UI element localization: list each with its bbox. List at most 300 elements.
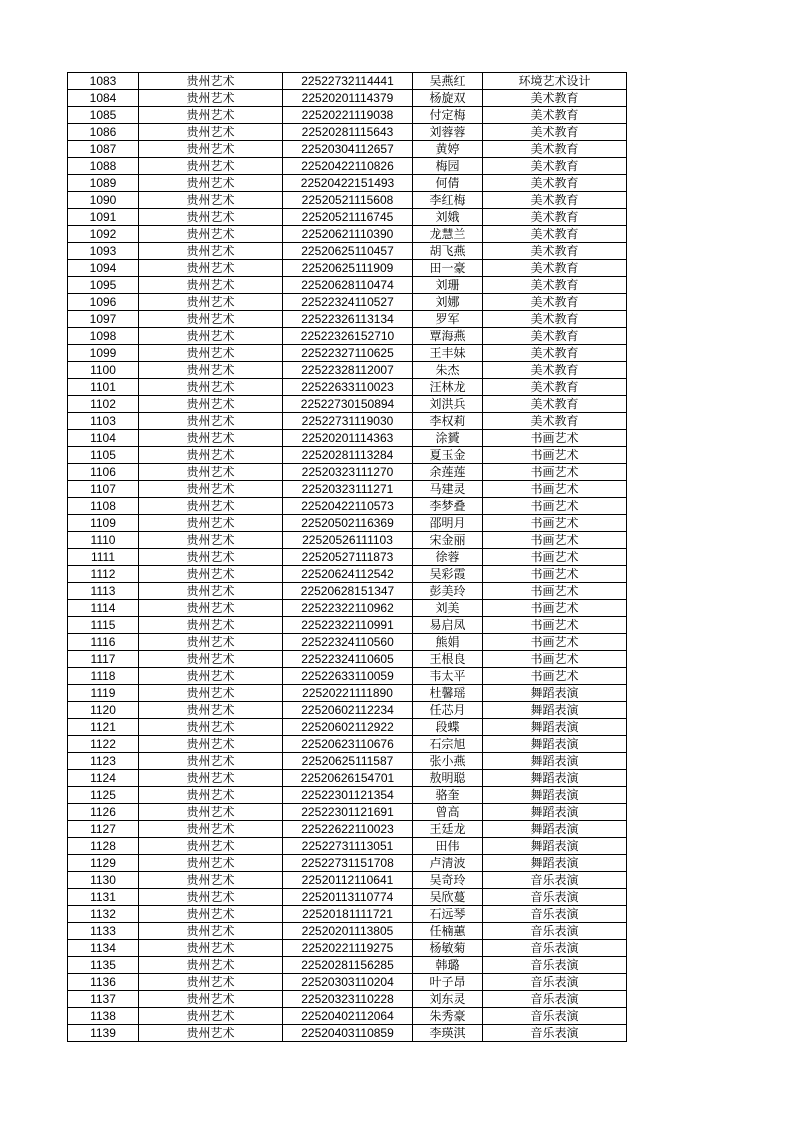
table-row bbox=[68, 73, 627, 90]
candidate-id-cell: 22520626154701 bbox=[283, 770, 413, 787]
school-cell: 贵州艺术 bbox=[139, 413, 283, 430]
candidate-id-cell: 22522324110605 bbox=[283, 651, 413, 668]
student-name-cell: 黄婷 bbox=[413, 141, 483, 158]
student-name-cell: 余莲莲 bbox=[413, 464, 483, 481]
student-name-cell: 王丰妹 bbox=[413, 345, 483, 362]
table-row bbox=[68, 787, 627, 804]
table-row bbox=[68, 243, 627, 260]
student-name-cell: 刘蓉蓉 bbox=[413, 124, 483, 141]
table-row bbox=[68, 838, 627, 855]
table-row bbox=[68, 974, 627, 991]
major-cell: 美术教育 bbox=[483, 379, 627, 396]
major-cell: 舞蹈表演 bbox=[483, 855, 627, 872]
student-name-cell: 罗军 bbox=[413, 311, 483, 328]
candidate-id-cell: 22520304112657 bbox=[283, 141, 413, 158]
school-cell: 贵州艺术 bbox=[139, 90, 283, 107]
major-cell: 音乐表演 bbox=[483, 1008, 627, 1025]
student-name-cell: 刘娜 bbox=[413, 294, 483, 311]
major-cell: 音乐表演 bbox=[483, 957, 627, 974]
candidate-id-cell: 22520422110573 bbox=[283, 498, 413, 515]
candidate-id-cell: 22520628110474 bbox=[283, 277, 413, 294]
major-cell: 书画艺术 bbox=[483, 515, 627, 532]
candidate-id-cell: 22520621110390 bbox=[283, 226, 413, 243]
major-cell: 书画艺术 bbox=[483, 600, 627, 617]
candidate-id-cell: 22522633110023 bbox=[283, 379, 413, 396]
candidate-id-cell: 22522301121691 bbox=[283, 804, 413, 821]
table-row bbox=[68, 872, 627, 889]
school-cell: 贵州艺术 bbox=[139, 396, 283, 413]
candidate-id-cell: 22520201114363 bbox=[283, 430, 413, 447]
row-number-cell: 1134 bbox=[68, 940, 139, 957]
table-row bbox=[68, 532, 627, 549]
school-cell: 贵州艺术 bbox=[139, 736, 283, 753]
major-cell: 美术教育 bbox=[483, 90, 627, 107]
row-number-cell: 1117 bbox=[68, 651, 139, 668]
row-number-cell: 1129 bbox=[68, 855, 139, 872]
table-row bbox=[68, 158, 627, 175]
school-cell: 贵州艺术 bbox=[139, 974, 283, 991]
major-cell: 美术教育 bbox=[483, 362, 627, 379]
candidate-id-cell: 22522301121354 bbox=[283, 787, 413, 804]
row-number-cell: 1112 bbox=[68, 566, 139, 583]
school-cell: 贵州艺术 bbox=[139, 957, 283, 974]
candidate-id-cell: 22520281156285 bbox=[283, 957, 413, 974]
school-cell: 贵州艺术 bbox=[139, 634, 283, 651]
candidate-id-cell: 22520281113284 bbox=[283, 447, 413, 464]
major-cell: 美术教育 bbox=[483, 124, 627, 141]
major-cell: 舞蹈表演 bbox=[483, 821, 627, 838]
student-name-cell: 田伟 bbox=[413, 838, 483, 855]
row-number-cell: 1136 bbox=[68, 974, 139, 991]
table-row bbox=[68, 277, 627, 294]
major-cell: 美术教育 bbox=[483, 311, 627, 328]
school-cell: 贵州艺术 bbox=[139, 1025, 283, 1042]
school-cell: 贵州艺术 bbox=[139, 872, 283, 889]
student-name-cell: 刘美 bbox=[413, 600, 483, 617]
school-cell: 贵州艺术 bbox=[139, 379, 283, 396]
student-name-cell: 张小燕 bbox=[413, 753, 483, 770]
row-number-cell: 1102 bbox=[68, 396, 139, 413]
table-row bbox=[68, 855, 627, 872]
row-number-cell: 1114 bbox=[68, 600, 139, 617]
major-cell: 美术教育 bbox=[483, 277, 627, 294]
school-cell: 贵州艺术 bbox=[139, 719, 283, 736]
table-row bbox=[68, 90, 627, 107]
school-cell: 贵州艺术 bbox=[139, 209, 283, 226]
row-number-cell: 1087 bbox=[68, 141, 139, 158]
student-name-cell: 夏玉金 bbox=[413, 447, 483, 464]
row-number-cell: 1130 bbox=[68, 872, 139, 889]
major-cell: 书画艺术 bbox=[483, 464, 627, 481]
student-name-cell: 刘洪兵 bbox=[413, 396, 483, 413]
major-cell: 舞蹈表演 bbox=[483, 770, 627, 787]
table-row bbox=[68, 600, 627, 617]
student-name-cell: 田一豪 bbox=[413, 260, 483, 277]
school-cell: 贵州艺术 bbox=[139, 923, 283, 940]
row-number-cell: 1126 bbox=[68, 804, 139, 821]
student-name-cell: 卢清波 bbox=[413, 855, 483, 872]
candidate-id-cell: 22522324110560 bbox=[283, 634, 413, 651]
candidate-id-cell: 22520502116369 bbox=[283, 515, 413, 532]
student-name-cell: 易启凤 bbox=[413, 617, 483, 634]
row-number-cell: 1085 bbox=[68, 107, 139, 124]
major-cell: 书画艺术 bbox=[483, 668, 627, 685]
row-number-cell: 1123 bbox=[68, 753, 139, 770]
major-cell: 音乐表演 bbox=[483, 872, 627, 889]
table-row bbox=[68, 821, 627, 838]
candidate-id-cell: 22520201114379 bbox=[283, 90, 413, 107]
major-cell: 美术教育 bbox=[483, 243, 627, 260]
student-name-cell: 杨敏菊 bbox=[413, 940, 483, 957]
candidate-id-cell: 22520422110826 bbox=[283, 158, 413, 175]
table-row bbox=[68, 498, 627, 515]
major-cell: 书画艺术 bbox=[483, 498, 627, 515]
row-number-cell: 1118 bbox=[68, 668, 139, 685]
student-name-cell: 韦太平 bbox=[413, 668, 483, 685]
major-cell: 美术教育 bbox=[483, 209, 627, 226]
row-number-cell: 1115 bbox=[68, 617, 139, 634]
school-cell: 贵州艺术 bbox=[139, 515, 283, 532]
table-row bbox=[68, 889, 627, 906]
student-name-cell: 任楠蕙 bbox=[413, 923, 483, 940]
row-number-cell: 1108 bbox=[68, 498, 139, 515]
school-cell: 贵州艺术 bbox=[139, 141, 283, 158]
table-row bbox=[68, 957, 627, 974]
candidate-id-cell: 22522324110527 bbox=[283, 294, 413, 311]
table-row bbox=[68, 447, 627, 464]
student-name-cell: 石远琴 bbox=[413, 906, 483, 923]
major-cell: 美术教育 bbox=[483, 141, 627, 158]
major-cell: 书画艺术 bbox=[483, 651, 627, 668]
candidate-id-cell: 22520221119275 bbox=[283, 940, 413, 957]
candidate-id-cell: 22522730150894 bbox=[283, 396, 413, 413]
row-number-cell: 1132 bbox=[68, 906, 139, 923]
school-cell: 贵州艺术 bbox=[139, 668, 283, 685]
candidate-id-cell: 22520625111587 bbox=[283, 753, 413, 770]
major-cell: 舞蹈表演 bbox=[483, 804, 627, 821]
student-name-cell: 徐蓉 bbox=[413, 549, 483, 566]
school-cell: 贵州艺术 bbox=[139, 175, 283, 192]
major-cell: 音乐表演 bbox=[483, 906, 627, 923]
major-cell: 音乐表演 bbox=[483, 923, 627, 940]
student-name-cell: 龙慧兰 bbox=[413, 226, 483, 243]
candidate-id-cell: 22520527111873 bbox=[283, 549, 413, 566]
major-cell: 美术教育 bbox=[483, 345, 627, 362]
row-number-cell: 1084 bbox=[68, 90, 139, 107]
school-cell: 贵州艺术 bbox=[139, 226, 283, 243]
candidate-id-cell: 22520624112542 bbox=[283, 566, 413, 583]
candidate-id-cell: 22522731151708 bbox=[283, 855, 413, 872]
candidate-id-cell: 22520201113805 bbox=[283, 923, 413, 940]
school-cell: 贵州艺术 bbox=[139, 107, 283, 124]
school-cell: 贵州艺术 bbox=[139, 277, 283, 294]
major-cell: 书画艺术 bbox=[483, 430, 627, 447]
table-row bbox=[68, 736, 627, 753]
student-name-cell: 李权莉 bbox=[413, 413, 483, 430]
candidate-id-cell: 22520403110859 bbox=[283, 1025, 413, 1042]
row-number-cell: 1106 bbox=[68, 464, 139, 481]
table-row bbox=[68, 328, 627, 345]
row-number-cell: 1095 bbox=[68, 277, 139, 294]
candidate-id-cell: 22520526111103 bbox=[283, 532, 413, 549]
table-row bbox=[68, 396, 627, 413]
major-cell: 书画艺术 bbox=[483, 549, 627, 566]
row-number-cell: 1086 bbox=[68, 124, 139, 141]
row-number-cell: 1099 bbox=[68, 345, 139, 362]
table-row bbox=[68, 991, 627, 1008]
table-row bbox=[68, 651, 627, 668]
row-number-cell: 1138 bbox=[68, 1008, 139, 1025]
school-cell: 贵州艺术 bbox=[139, 260, 283, 277]
student-name-cell: 吴燕红 bbox=[413, 73, 483, 90]
table-row bbox=[68, 804, 627, 821]
table-row bbox=[68, 923, 627, 940]
row-number-cell: 1104 bbox=[68, 430, 139, 447]
major-cell: 美术教育 bbox=[483, 328, 627, 345]
candidate-id-cell: 22520521115608 bbox=[283, 192, 413, 209]
row-number-cell: 1131 bbox=[68, 889, 139, 906]
table-row bbox=[68, 175, 627, 192]
candidate-id-cell: 22520623110676 bbox=[283, 736, 413, 753]
candidate-id-cell: 22520281115643 bbox=[283, 124, 413, 141]
student-name-cell: 刘珊 bbox=[413, 277, 483, 294]
student-name-cell: 李梦叠 bbox=[413, 498, 483, 515]
student-name-cell: 李红梅 bbox=[413, 192, 483, 209]
major-cell: 美术教育 bbox=[483, 396, 627, 413]
row-number-cell: 1089 bbox=[68, 175, 139, 192]
student-name-cell: 朱秀豪 bbox=[413, 1008, 483, 1025]
student-name-cell: 吴奇玲 bbox=[413, 872, 483, 889]
major-cell: 音乐表演 bbox=[483, 974, 627, 991]
row-number-cell: 1109 bbox=[68, 515, 139, 532]
student-name-cell: 梅园 bbox=[413, 158, 483, 175]
row-number-cell: 1091 bbox=[68, 209, 139, 226]
table-row bbox=[68, 464, 627, 481]
school-cell: 贵州艺术 bbox=[139, 821, 283, 838]
row-number-cell: 1096 bbox=[68, 294, 139, 311]
school-cell: 贵州艺术 bbox=[139, 362, 283, 379]
candidate-id-cell: 22522328112007 bbox=[283, 362, 413, 379]
school-cell: 贵州艺术 bbox=[139, 770, 283, 787]
table-row bbox=[68, 702, 627, 719]
row-number-cell: 1116 bbox=[68, 634, 139, 651]
student-name-cell: 王根良 bbox=[413, 651, 483, 668]
row-number-cell: 1097 bbox=[68, 311, 139, 328]
major-cell: 舞蹈表演 bbox=[483, 719, 627, 736]
student-name-cell: 叶子昂 bbox=[413, 974, 483, 991]
school-cell: 贵州艺术 bbox=[139, 855, 283, 872]
candidate-id-cell: 22522731113051 bbox=[283, 838, 413, 855]
school-cell: 贵州艺术 bbox=[139, 328, 283, 345]
major-cell: 舞蹈表演 bbox=[483, 685, 627, 702]
school-cell: 贵州艺术 bbox=[139, 804, 283, 821]
major-cell: 音乐表演 bbox=[483, 991, 627, 1008]
student-name-cell: 石宗旭 bbox=[413, 736, 483, 753]
student-name-cell: 何倩 bbox=[413, 175, 483, 192]
table-row bbox=[68, 685, 627, 702]
row-number-cell: 1098 bbox=[68, 328, 139, 345]
major-cell: 书画艺术 bbox=[483, 583, 627, 600]
major-cell: 美术教育 bbox=[483, 413, 627, 430]
school-cell: 贵州艺术 bbox=[139, 549, 283, 566]
student-name-cell: 汪林龙 bbox=[413, 379, 483, 396]
student-name-cell: 李瑛淇 bbox=[413, 1025, 483, 1042]
major-cell: 书画艺术 bbox=[483, 532, 627, 549]
candidate-id-cell: 22520402112064 bbox=[283, 1008, 413, 1025]
school-cell: 贵州艺术 bbox=[139, 294, 283, 311]
student-name-cell: 韩璐 bbox=[413, 957, 483, 974]
school-cell: 贵州艺术 bbox=[139, 906, 283, 923]
table-row bbox=[68, 906, 627, 923]
school-cell: 贵州艺术 bbox=[139, 345, 283, 362]
student-name-cell: 敖明聪 bbox=[413, 770, 483, 787]
table-row bbox=[68, 379, 627, 396]
row-number-cell: 1101 bbox=[68, 379, 139, 396]
student-name-cell: 宋金丽 bbox=[413, 532, 483, 549]
row-number-cell: 1105 bbox=[68, 447, 139, 464]
row-number-cell: 1127 bbox=[68, 821, 139, 838]
major-cell: 音乐表演 bbox=[483, 940, 627, 957]
student-name-cell: 杨旋双 bbox=[413, 90, 483, 107]
roster-table-body bbox=[68, 73, 627, 1042]
row-number-cell: 1083 bbox=[68, 73, 139, 90]
candidate-id-cell: 22522633110059 bbox=[283, 668, 413, 685]
row-number-cell: 1100 bbox=[68, 362, 139, 379]
major-cell: 环境艺术设计 bbox=[483, 73, 627, 90]
candidate-id-cell: 22520323110228 bbox=[283, 991, 413, 1008]
row-number-cell: 1103 bbox=[68, 413, 139, 430]
table-row bbox=[68, 634, 627, 651]
table-row bbox=[68, 753, 627, 770]
school-cell: 贵州艺术 bbox=[139, 158, 283, 175]
school-cell: 贵州艺术 bbox=[139, 532, 283, 549]
row-number-cell: 1094 bbox=[68, 260, 139, 277]
table-row bbox=[68, 770, 627, 787]
candidate-id-cell: 22520113110774 bbox=[283, 889, 413, 906]
major-cell: 舞蹈表演 bbox=[483, 702, 627, 719]
table-row bbox=[68, 566, 627, 583]
major-cell: 舞蹈表演 bbox=[483, 838, 627, 855]
table-row bbox=[68, 311, 627, 328]
major-cell: 美术教育 bbox=[483, 260, 627, 277]
school-cell: 贵州艺术 bbox=[139, 991, 283, 1008]
row-number-cell: 1121 bbox=[68, 719, 139, 736]
school-cell: 贵州艺术 bbox=[139, 685, 283, 702]
school-cell: 贵州艺术 bbox=[139, 787, 283, 804]
student-name-cell: 王廷龙 bbox=[413, 821, 483, 838]
row-number-cell: 1119 bbox=[68, 685, 139, 702]
school-cell: 贵州艺术 bbox=[139, 124, 283, 141]
school-cell: 贵州艺术 bbox=[139, 838, 283, 855]
row-number-cell: 1120 bbox=[68, 702, 139, 719]
row-number-cell: 1133 bbox=[68, 923, 139, 940]
table-row bbox=[68, 107, 627, 124]
candidate-id-cell: 22520628151347 bbox=[283, 583, 413, 600]
student-name-cell: 胡飞燕 bbox=[413, 243, 483, 260]
school-cell: 贵州艺术 bbox=[139, 583, 283, 600]
row-number-cell: 1111 bbox=[68, 549, 139, 566]
student-name-cell: 杜馨瑶 bbox=[413, 685, 483, 702]
table-row bbox=[68, 294, 627, 311]
major-cell: 美术教育 bbox=[483, 226, 627, 243]
candidate-id-cell: 22520625110457 bbox=[283, 243, 413, 260]
major-cell: 书画艺术 bbox=[483, 634, 627, 651]
row-number-cell: 1139 bbox=[68, 1025, 139, 1042]
row-number-cell: 1090 bbox=[68, 192, 139, 209]
row-number-cell: 1137 bbox=[68, 991, 139, 1008]
table-row bbox=[68, 481, 627, 498]
table-row bbox=[68, 124, 627, 141]
major-cell: 美术教育 bbox=[483, 107, 627, 124]
table-row bbox=[68, 719, 627, 736]
major-cell: 书画艺术 bbox=[483, 447, 627, 464]
major-cell: 书画艺术 bbox=[483, 617, 627, 634]
candidate-id-cell: 22522622110023 bbox=[283, 821, 413, 838]
row-number-cell: 1110 bbox=[68, 532, 139, 549]
major-cell: 美术教育 bbox=[483, 192, 627, 209]
row-number-cell: 1122 bbox=[68, 736, 139, 753]
candidate-id-cell: 22520422151493 bbox=[283, 175, 413, 192]
student-name-cell: 付定梅 bbox=[413, 107, 483, 124]
major-cell: 音乐表演 bbox=[483, 889, 627, 906]
table-row bbox=[68, 209, 627, 226]
row-number-cell: 1128 bbox=[68, 838, 139, 855]
table-row bbox=[68, 345, 627, 362]
candidate-id-cell: 22520625111909 bbox=[283, 260, 413, 277]
row-number-cell: 1107 bbox=[68, 481, 139, 498]
row-number-cell: 1135 bbox=[68, 957, 139, 974]
table-row bbox=[68, 413, 627, 430]
candidate-id-cell: 22520602112234 bbox=[283, 702, 413, 719]
roster-table bbox=[67, 72, 627, 1042]
candidate-id-cell: 22522731119030 bbox=[283, 413, 413, 430]
school-cell: 贵州艺术 bbox=[139, 447, 283, 464]
row-number-cell: 1092 bbox=[68, 226, 139, 243]
row-number-cell: 1125 bbox=[68, 787, 139, 804]
major-cell: 舞蹈表演 bbox=[483, 753, 627, 770]
student-name-cell: 吴彩霞 bbox=[413, 566, 483, 583]
student-name-cell: 涂贇 bbox=[413, 430, 483, 447]
student-name-cell: 曾高 bbox=[413, 804, 483, 821]
candidate-id-cell: 22520181111721 bbox=[283, 906, 413, 923]
school-cell: 贵州艺术 bbox=[139, 73, 283, 90]
major-cell: 音乐表演 bbox=[483, 1025, 627, 1042]
student-name-cell: 刘东灵 bbox=[413, 991, 483, 1008]
candidate-id-cell: 22522326113134 bbox=[283, 311, 413, 328]
candidate-id-cell: 22520221119038 bbox=[283, 107, 413, 124]
major-cell: 书画艺术 bbox=[483, 481, 627, 498]
student-name-cell: 刘娥 bbox=[413, 209, 483, 226]
school-cell: 贵州艺术 bbox=[139, 1008, 283, 1025]
table-row bbox=[68, 940, 627, 957]
school-cell: 贵州艺术 bbox=[139, 617, 283, 634]
school-cell: 贵州艺术 bbox=[139, 481, 283, 498]
student-name-cell: 邵明月 bbox=[413, 515, 483, 532]
school-cell: 贵州艺术 bbox=[139, 464, 283, 481]
candidate-id-cell: 22520303110204 bbox=[283, 974, 413, 991]
school-cell: 贵州艺术 bbox=[139, 600, 283, 617]
major-cell: 美术教育 bbox=[483, 175, 627, 192]
candidate-id-cell: 22522322110962 bbox=[283, 600, 413, 617]
student-name-cell: 彭美玲 bbox=[413, 583, 483, 600]
table-row bbox=[68, 668, 627, 685]
table-row bbox=[68, 583, 627, 600]
school-cell: 贵州艺术 bbox=[139, 192, 283, 209]
candidate-id-cell: 22522322110991 bbox=[283, 617, 413, 634]
row-number-cell: 1113 bbox=[68, 583, 139, 600]
candidate-id-cell: 22520521116745 bbox=[283, 209, 413, 226]
candidate-id-cell: 22520602112922 bbox=[283, 719, 413, 736]
